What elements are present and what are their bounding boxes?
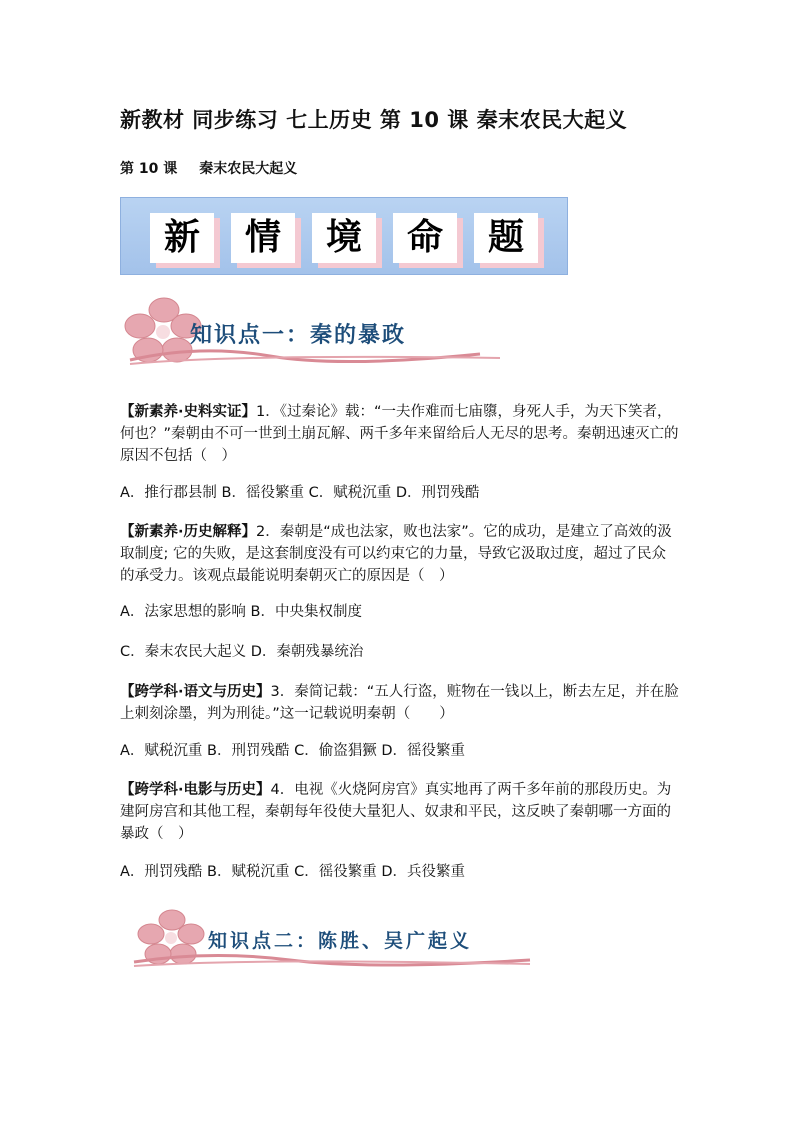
question-text: 3．秦简记载：“五人行盗，赃物在一钱以上，断去左足，并在脸上刺刻涂墨，判为刑徒。”这一记载说明秦朝（ ） (120, 684, 679, 722)
banner-char: 情 (231, 213, 295, 263)
question-3-options: A．赋税沉重 B．刑罚残酷 C．偷盗猖獗 D．徭役繁重 (120, 743, 465, 759)
question-1 (120, 401, 680, 467)
section-heading-2 (120, 908, 560, 984)
question-3 (120, 681, 680, 725)
section-heading-1 (120, 296, 560, 372)
banner-char: 境 (312, 213, 376, 263)
banner-char: 命 (393, 213, 457, 263)
banner-char: 新 (150, 213, 214, 263)
question-2-options-row-2: C．秦末农民大起义 D．秦朝残暴统治 (120, 644, 364, 660)
section-title: 知识点一：秦的暴政 (190, 322, 407, 348)
lesson-number: 第 10 课 (120, 161, 178, 177)
question-2 (120, 521, 680, 587)
question-2-options-row-1: A．法家思想的影响 B．中央集权制度 (120, 604, 362, 620)
question-tag: 【跨学科·语文与历史】 (120, 684, 271, 700)
document-title: 新教材 同步练习 七上历史 第 10 课 秦末农民大起义 (120, 108, 628, 132)
banner-char: 题 (474, 213, 538, 263)
question-text: 1．《过秦论》载：“一夫作难而七庙隳，身死人手，为天下笑者，何也？”秦朝由不可一世到土崩瓦解、两千多年来留给后人无尽的思考。秦朝迅速灭亡的原因不包括（ ） (120, 404, 679, 464)
question-tag: 【新素养·历史解释】 (120, 524, 257, 540)
new-context-banner (120, 197, 568, 275)
question-4 (120, 779, 680, 845)
question-tag: 【新素养·史料实证】 (120, 404, 257, 420)
question-1-options: A．推行郡县制 B．徭役繁重 C．赋税沉重 D．刑罚残酷 (120, 485, 480, 501)
question-text: 4．电视《火烧阿房宫》真实地再了两千多年前的那段历史。为建阿房宫和其他工程，秦朝每年役使大量犯人、奴隶和平民，这反映了秦朝哪一方面的暴政（ ） (120, 782, 672, 842)
lesson-heading (120, 158, 297, 178)
section-title: 知识点二：陈胜、吴广起义 (208, 930, 473, 952)
question-text: 2．秦朝是“成也法家，败也法家”。它的成功，是建立了高效的汲取制度; 它的失败，是这套制度没有可以约束它的力量，导致它汲取过度，超过了民众的承受力。该观点最能说明秦朝灭亡的原因是（ ） (120, 524, 672, 584)
question-4-options: A．刑罚残酷 B．赋税沉重 C．徭役繁重 D．兵役繁重 (120, 864, 465, 880)
lesson-name: 秦末农民大起义 (199, 161, 298, 177)
question-tag: 【跨学科·电影与历史】 (120, 782, 271, 798)
